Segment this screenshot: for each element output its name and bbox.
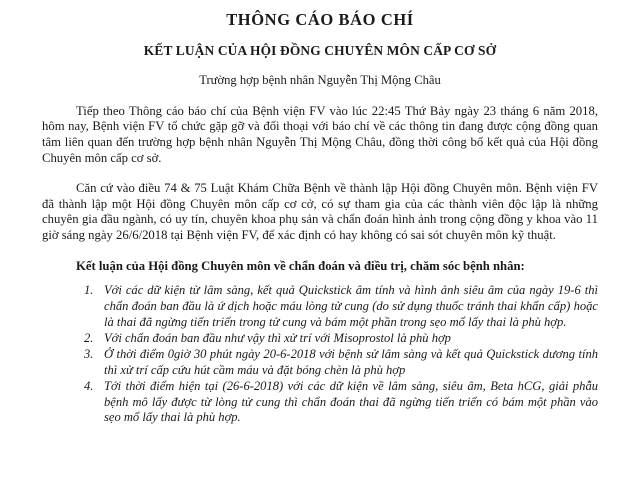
paragraph-intro: Tiếp theo Thông cáo báo chí của Bệnh viện FV vào lúc 22:45 Thứ Bảy ngày 23 tháng 6 năm 2018, hôm nay, Bệnh viện FV tổ chức gặp gỡ và đối thoại với báo chí về các thông tin đang được cộng đồng quan tâm liên quan đến trường hợp bệnh nhân Nguyễn Thị Mộng Châu, đồng thời công bố kết quả của Hội đồng Chuyên môn cấp cơ sở. xyxy=(42,103,598,165)
finding-item: Với chẩn đoán ban đầu như vậy thì xử trí với Misoprostol là phù hợp xyxy=(104,330,451,345)
patient-case-line: Trường hợp bệnh nhân Nguyễn Thị Mộng Châu xyxy=(199,73,441,88)
conclusion-heading: Kết luận của Hội đồng Chuyên môn về chẩn đoán và điều trị, chăm sóc bệnh nhân: xyxy=(76,258,525,273)
paragraph-legal-basis: Căn cứ vào điều 74 & 75 Luật Khám Chữa Bệnh về thành lập Hội đồng Chuyên môn. Bệnh viện FV đã thành lập một Hội đồng Chuyên môn cấp cơ cở, có sự tham gia của các thành viên độc lập là những chuyên gia đầu ngành, có uy tín, chuyên khoa phụ sản và chẩn đoán hình ảnh trong cộng đồng y khoa vào 11 giờ sáng ngày 26/6/2018 tại Bệnh viện FV, để xác định có hay không có sai sót chuyên môn kỹ thuật. xyxy=(42,181,598,242)
finding-item: Với các dữ kiện từ lâm sàng, kết quả Quickstick âm tính và hình ảnh siêu âm của ngày 19-6 thì chẩn đoán ban đầu là ứ dịch hoặc máu lòng tử cung (do sử dụng thuốc tránh thai khẩn cấp) hoặc là thai đã ngừng tiến triển trong tử cung và bám một phần trong sẹo mổ lấy thai là phù hợp. xyxy=(104,283,598,329)
finding-item: Tới thời điểm hiện tại (26-6-2018) với các dữ kiện về lâm sàng, siêu âm, Beta hCG, giải phẫu bệnh mô lấy được từ lòng tử cung thì chẩn đoán thai đã ngừng tiến triển có bám một phần vào sẹo mổ lấy thai là phù hợp. xyxy=(104,378,598,425)
document-title: THÔNG CÁO BÁO CHÍ xyxy=(226,10,414,29)
document-subtitle: KẾT LUẬN CỦA HỘI ĐỒNG CHUYÊN MÔN CẤP CƠ SỞ xyxy=(143,42,497,58)
finding-item: Ở thời điểm 0giờ 30 phút ngày 20-6-2018 với bệnh sử lâm sàng và kết quả Quickstick dương tính thì xử trí cấp cứu hút cầm máu và đặt bóng chèn là phù hợp xyxy=(104,346,598,377)
findings-list xyxy=(42,283,598,426)
